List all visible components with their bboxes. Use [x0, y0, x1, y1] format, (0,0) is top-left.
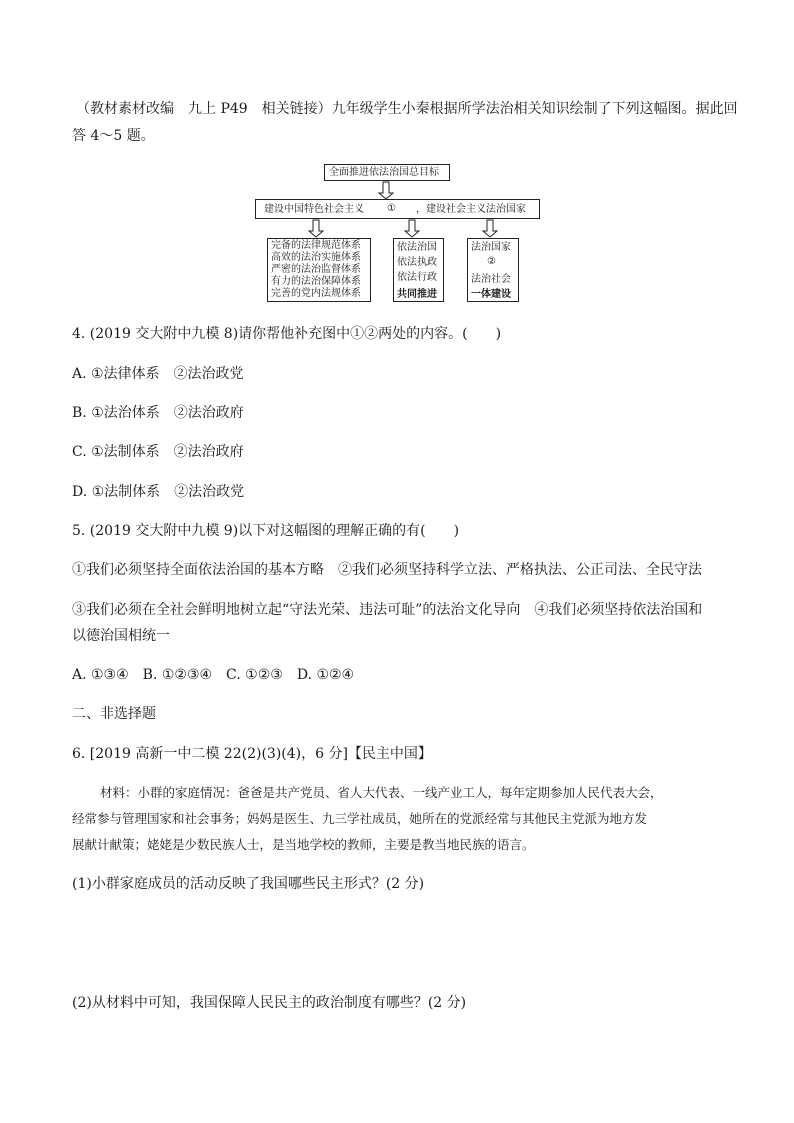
- diagram-system-box: [267, 238, 371, 302]
- q4-option-a: A. ①法律体系 ②法治政党: [72, 366, 244, 382]
- govern-bottom: 共同推进: [397, 289, 437, 300]
- build-top: 法治国家: [471, 242, 511, 253]
- system-item: 完备的法律规范体系: [271, 240, 361, 251]
- diagram-build-box: [467, 238, 519, 302]
- q4-option-b: B. ①法治体系 ②法治政府: [72, 405, 244, 421]
- build-mid: 法治社会: [471, 274, 511, 285]
- q5-options: A. ①③④ B. ①②③④ C. ①②③ D. ①②④: [72, 667, 355, 683]
- govern-item: 依法行政: [397, 272, 437, 283]
- q6-material-line-2: 经常参与管理国家和社会事务；妈妈是医生、九三学社成员，她所在的党派经常与其他民主党派为地方发: [72, 811, 648, 826]
- q6-material-line-3: 展献计献策；姥姥是少数民族人士，是当地学校的教师，主要是教当地民族的语言。: [72, 837, 535, 852]
- diagram-middle-right: ，建设社会主义法治国家: [416, 204, 526, 215]
- q6-sub-question-2: (2)从材料中可知，我国保障人民民主的政治制度有哪些？(2 分): [72, 995, 467, 1011]
- q4-option-c: C. ①法制体系 ②法治政府: [72, 444, 244, 460]
- arrow-down-icon: [309, 220, 323, 237]
- diagram-middle-left: 建设中国特色社会主义: [264, 204, 364, 215]
- build-blank: ②: [487, 256, 496, 267]
- q5-items-line-1: ①我们必须坚持全面依法治国的基本方略 ②我们必须坚持科学立法、严格执法、公正司法、全民守法: [72, 562, 702, 578]
- govern-item: 依法执政: [397, 257, 437, 268]
- law-diagram: [0, 0, 794, 320]
- q6-sub-question-1: (1)小群家庭成员的活动反映了我国哪些民主形式？(2 分): [72, 876, 425, 892]
- q6-stem: 6. [2019 高新一中二模 22(2)(3)(4)，6 分]【民主中国】: [72, 746, 432, 762]
- diagram-govern-box: [393, 238, 444, 302]
- section-heading: 二、非选择题: [72, 706, 156, 722]
- q5-stem: 5. (2019 交大附中九模 9)以下对这幅图的理解正确的有( ): [72, 523, 460, 539]
- system-item: 有力的法治保障体系: [271, 276, 361, 287]
- arrow-down-icon: [379, 182, 393, 199]
- build-bottom: 一体建设: [471, 289, 511, 300]
- system-item: 完善的党内法规体系: [271, 288, 361, 299]
- arrow-down-icon: [483, 220, 497, 237]
- q4-option-d: D. ①法制体系 ②法治政党: [72, 484, 245, 500]
- govern-item: 依法治国: [397, 242, 437, 253]
- q5-items-line-2: ③我们必须在全社会鲜明地树立起“守法光荣、违法可耻”的法治文化导向 ④我们必须坚持依法治国和: [72, 602, 703, 618]
- diagram-middle-box: [255, 199, 540, 219]
- diagram-top-text: 全面推进依法治国总目标: [329, 167, 439, 178]
- q4-stem: 4. (2019 交大附中九模 8)请你帮他补充图中①②两处的内容。( ): [72, 326, 502, 342]
- q6-material-line-1: 材料：小群的家庭情况：爸爸是共产党员、省人大代表、一线产业工人，每年定期参加人民代表大会，: [100, 785, 663, 800]
- arrow-down-icon: [405, 220, 419, 237]
- system-item: 高效的法治实施体系: [271, 252, 361, 263]
- q5-items-line-3: 以德治国相统一: [72, 628, 170, 644]
- intro-line-1: （教材素材改编 九上 P49 相关链接）九年级学生小秦根据所学法治相关知识绘制了下列这幅图。据此回: [76, 101, 738, 117]
- system-item: 严密的法治监督体系: [271, 264, 361, 275]
- intro-line-2: 答 4～5 题。: [72, 128, 155, 144]
- diagram-middle-blank: ①: [387, 203, 396, 214]
